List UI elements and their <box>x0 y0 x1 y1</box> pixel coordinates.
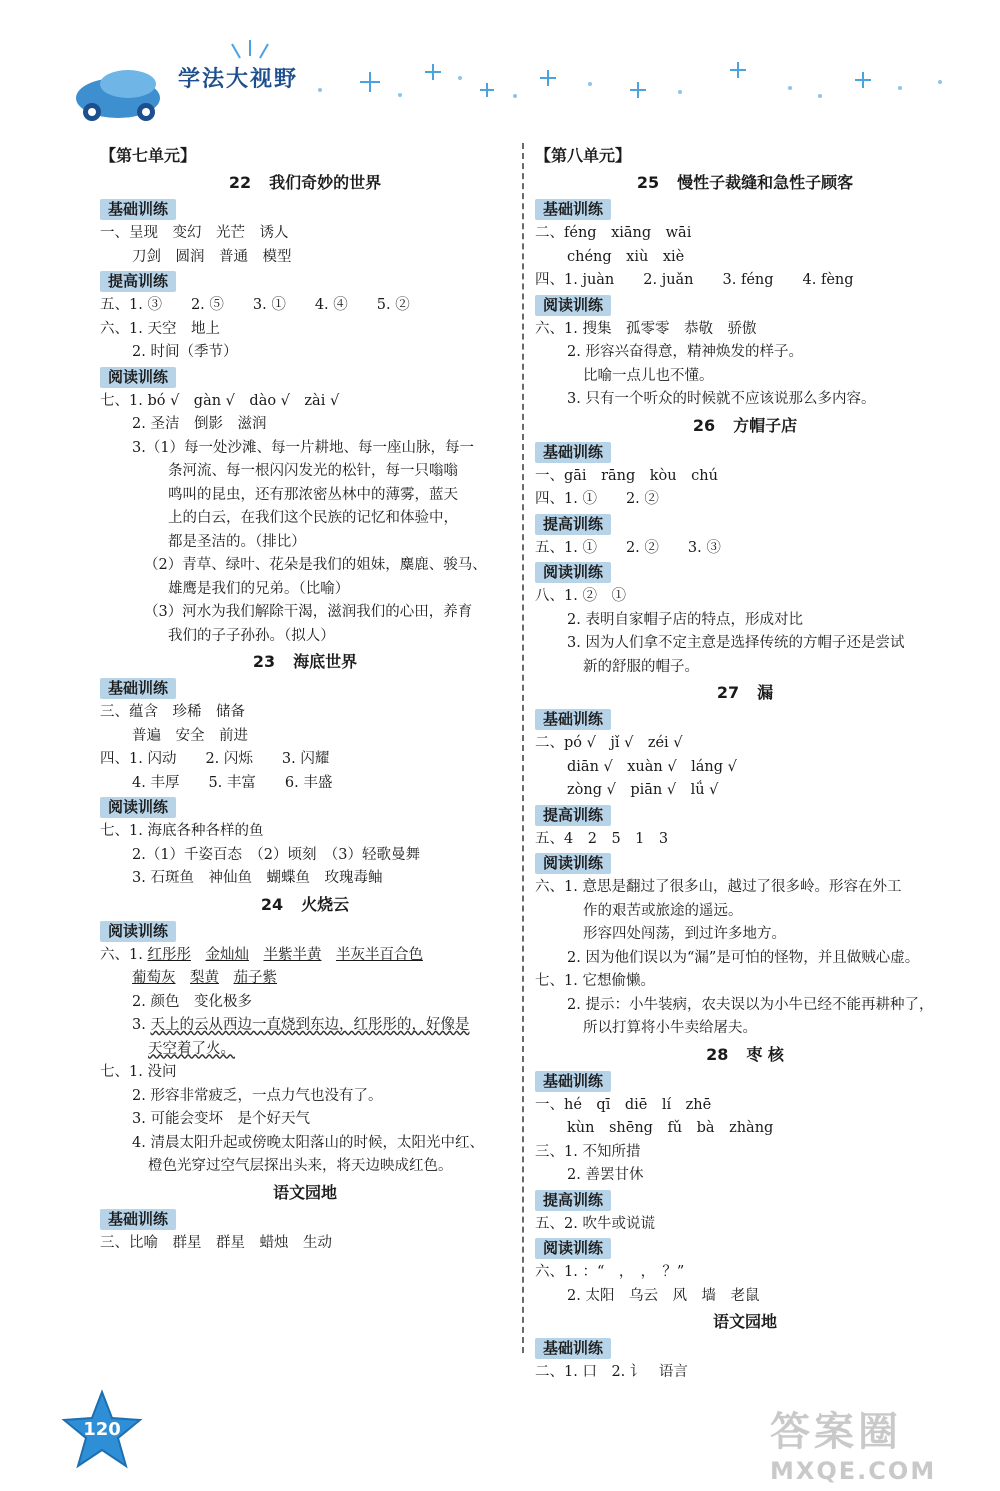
answer-line: 比喻一点儿也不懂。 <box>583 367 714 384</box>
answer-line: 上的白云，在我们这个民族的记忆和体验中， <box>168 510 458 526</box>
answer-line: 七、1. 没问 <box>100 1064 177 1080</box>
watermark <box>770 1400 990 1485</box>
answer-line: 橙色光穿过空气层探出头来，将天边映成红色。 <box>148 1158 453 1174</box>
answer-line: diān √ xuàn √ láng √ <box>567 758 737 775</box>
lesson-name: 漏 <box>757 683 774 702</box>
section-tag: 基础训练 <box>535 709 611 730</box>
section-tag: 阅读训练 <box>535 295 611 316</box>
logo-text: 学法大视野 <box>178 67 299 92</box>
header-decoration <box>0 0 1000 130</box>
answer-line: 三、蕴含 珍稀 储备 <box>100 704 245 720</box>
answer-line: （3）河水为我们解除干渴，滋润我们的心田，养育 <box>144 604 473 620</box>
answer-line: 2. 形容非常疲乏，一点力气也没有了。 <box>132 1087 383 1104</box>
answer-line <box>100 1038 510 1062</box>
answer-line: 都是圣洁的。（排比） <box>168 533 306 550</box>
lesson-title: 语文园地 <box>272 1182 337 1202</box>
page-number: 120 <box>83 1419 121 1440</box>
answer-line: 3.（1）每一处沙滩、每一片耕地、每一座山脉，每一 <box>132 439 475 456</box>
page-number-badge <box>60 1388 144 1472</box>
snowflake-icon <box>360 62 871 98</box>
section-tag: 基础训练 <box>535 199 611 220</box>
answer-line: 五、1. ① 2. ② 3. ③ <box>535 539 721 556</box>
answer-line: 八、1. ② ① <box>535 588 626 604</box>
answer-line: 一、gāi rāng kòu chú <box>535 467 718 484</box>
answer-line: 2.（1）千姿百态 （2）顷刻 （3）轻歌曼舞 <box>132 846 421 863</box>
section-tag: 基础训练 <box>535 1071 611 1092</box>
answer-line: 2. 圣洁 倒影 滋润 <box>132 416 267 432</box>
section-tag: 基础训练 <box>100 1209 176 1230</box>
lesson-number: 27 <box>716 683 740 702</box>
answer-line: 2. 形容兴奋得意，精神焕发的样子。 <box>567 344 803 360</box>
underlined-word: 半灰半百合色 <box>335 946 423 963</box>
answer-line: 4. 清晨太阳升起或傍晚太阳落山的时候，太阳光中红、 <box>132 1134 484 1151</box>
section-tag: 阅读训练 <box>100 921 176 942</box>
wavy-underlined-text: 天空着了火。 <box>148 1040 235 1057</box>
answer-line: 六、1. 意思是翻过了很多山，越过了很多岭。形容在外工 <box>535 879 902 895</box>
section-tag: 阅读训练 <box>100 367 176 388</box>
section-tag: 提高训练 <box>535 514 611 535</box>
lesson-title <box>100 169 510 197</box>
underlined-word: 金灿灿 <box>205 946 249 963</box>
answer-line: 一、hé qī diē lí zhē <box>535 1096 712 1113</box>
item-prefix: 六、1. <box>100 946 148 963</box>
answer-line: chéng xiù xiè <box>567 248 685 265</box>
lesson-title <box>100 648 510 676</box>
right-column <box>535 143 955 1385</box>
answer-line <box>100 967 510 991</box>
answer-line: 雄鹰是我们的兄弟。（比喻） <box>168 580 350 597</box>
answer-line: 2. 太阳 乌云 风 墙 老鼠 <box>567 1287 760 1304</box>
answer-line: 六、1. 搜集 孤零零 恭敬 骄傲 <box>535 320 757 337</box>
section-tag: 提高训练 <box>535 805 611 826</box>
answer-line: 新的舒服的帽子。 <box>583 658 699 675</box>
answer-line: 一、呈现 变幻 光芒 诱人 <box>100 225 289 241</box>
answer-line: 3. 只有一个听众的时候就不应该说那么多内容。 <box>567 391 876 407</box>
section-tag: 阅读训练 <box>535 853 611 874</box>
underlined-word: 半紫半黄 <box>263 946 322 963</box>
answer-line: 普遍 安全 前进 <box>132 727 248 744</box>
section-tag: 基础训练 <box>535 442 611 463</box>
answer-line: 七、1. 海底各种各样的鱼 <box>100 823 264 839</box>
underlined-word: 梨黄 <box>190 970 219 986</box>
answer-line: 刀剑 圆润 普通 模型 <box>132 248 292 265</box>
lesson-name: 方帽子店 <box>733 415 798 435</box>
section-tag: 基础训练 <box>535 1338 611 1359</box>
underlined-word: 葡萄灰 <box>132 970 176 986</box>
answer-line: 2. 善罢甘休 <box>567 1167 644 1183</box>
page-header <box>0 0 1000 130</box>
lesson-number: 25 <box>636 173 660 192</box>
answer-line: 形容四处闯荡，到过许多地方。 <box>583 926 786 942</box>
lesson-title <box>100 891 510 919</box>
answer-line: 所以打算将小牛卖给屠夫。 <box>583 1020 757 1036</box>
underlined-word: 红彤彤 <box>147 946 191 963</box>
answer-line: 3. 石斑鱼 神仙鱼 蝴蝶鱼 玫瑰毒鲉 <box>132 870 383 886</box>
answer-line: 四、1. 闪动 2. 闪烁 3. 闪耀 <box>100 751 330 767</box>
answer-line: 五、4 2 5 1 3 <box>535 830 669 847</box>
answer-line: 3. 因为人们拿不定主意是选择传统的方帽子还是尝试 <box>567 635 905 651</box>
lesson-number: 24 <box>260 894 284 914</box>
answer-line: 六、1. ：“ ， ， ？” <box>535 1264 685 1280</box>
answer-line: 4. 丰厚 5. 丰富 6. 丰盛 <box>132 774 333 791</box>
unit-heading: 【第八单元】 <box>535 146 632 165</box>
answer-line: 四、1. ① 2. ② <box>535 491 659 507</box>
section-tag: 基础训练 <box>100 678 176 699</box>
section-tag: 基础训练 <box>100 199 176 220</box>
lesson-number: 23 <box>252 652 276 671</box>
answer-line: 七、1. bó √ gàn √ dào √ zài √ <box>100 392 340 409</box>
lesson-name: 慢性子裁缝和急性子顾客 <box>677 173 854 192</box>
answer-line: 二、féng xiāng wāi <box>535 225 692 241</box>
watermark-text: 答案圈 <box>770 1409 902 1455</box>
lesson-title: 语文园地 <box>712 1312 777 1331</box>
lesson-number: 28 <box>706 1044 729 1064</box>
lesson-name: 火烧云 <box>301 894 350 914</box>
answer-line <box>100 944 510 968</box>
dot-trail <box>318 76 942 98</box>
answer-line: kùn shēng fǔ bà zhàng <box>567 1120 774 1136</box>
lesson-name: 我们奇妙的世界 <box>269 173 382 192</box>
lesson-number: 26 <box>692 415 716 435</box>
sun-rays-icon <box>232 40 268 58</box>
answer-line: 2. 颜色 变化极多 <box>132 993 252 1010</box>
answer-line: 五、1. ③ 2. ⑤ 3. ① 4. ④ 5. ② <box>100 297 410 313</box>
lesson-title <box>535 412 955 440</box>
answer-line: 条河流、每一根闪闪发光的松针，每一只嗡嗡 <box>168 463 458 479</box>
item-prefix: 3. <box>132 1017 151 1033</box>
answer-line: 2. 提示：小牛装病，农夫误以为小牛已经不能再耕种了， <box>567 996 934 1013</box>
answer-line: 2. 表明自家帽子店的特点，形成对比 <box>567 611 803 628</box>
lesson-title <box>535 169 955 197</box>
answer-line: 三、1. 不知所措 <box>535 1143 641 1160</box>
answer-line: zòng √ piān √ lǘ √ <box>567 782 719 798</box>
unit-heading: 【第七单元】 <box>100 146 197 165</box>
answer-line: 鸣叫的昆虫，还有那浓密丛林中的薄雾，蓝天 <box>168 486 458 503</box>
answer-line: 七、1. 它想偷懒。 <box>535 973 655 989</box>
wavy-underlined-text: 天上的云从西边一直烧到东边，红彤彤的，好像是 <box>150 1017 470 1033</box>
lesson-name: 海底世界 <box>293 652 358 671</box>
answer-line: 2. 因为他们误以为“漏”是可怕的怪物，并且做贼心虚。 <box>567 949 920 966</box>
section-tag: 提高训练 <box>535 1190 611 1211</box>
section-tag: 提高训练 <box>100 271 176 292</box>
column-divider <box>522 143 524 1353</box>
answer-line: （2）青草、绿叶、花朵是我们的姐妹，麋鹿、骏马、 <box>144 557 487 573</box>
answer-line: 四、1. juàn 2. juǎn 3. féng 4. fèng <box>535 272 854 288</box>
watermark-url: MXQE.COM <box>770 1457 937 1485</box>
answer-line: 六、1. 天空 地上 <box>100 320 220 337</box>
answer-line: 五、2. 吹牛或说谎 <box>535 1215 655 1232</box>
section-tag: 阅读训练 <box>535 1238 611 1259</box>
answer-line: 3. 可能会变坏 是个好天气 <box>132 1111 310 1127</box>
underlined-word: 茄子紫 <box>233 970 277 986</box>
answer-line: 二、1. 口 2. 讠 语言 <box>535 1364 688 1380</box>
answer-line: 作的艰苦或旅途的遥远。 <box>583 902 743 919</box>
answer-line: 2. 时间（季节） <box>132 344 238 360</box>
answer-line: 二、pó √ jǐ √ zéi √ <box>535 735 683 751</box>
car-cartoon-icon <box>76 70 160 121</box>
lesson-title <box>535 679 955 707</box>
answer-line <box>100 1014 510 1038</box>
answer-line: 三、比喻 群星 群星 蜡烛 生动 <box>100 1234 332 1251</box>
lesson-number: 22 <box>228 173 252 192</box>
lesson-name: 枣 核 <box>746 1044 784 1064</box>
left-column <box>100 143 510 1255</box>
lesson-title <box>535 1041 955 1069</box>
section-tag: 阅读训练 <box>100 797 176 818</box>
section-tag: 阅读训练 <box>535 562 611 583</box>
answer-line: 我们的子子孙孙。（拟人） <box>168 627 335 644</box>
